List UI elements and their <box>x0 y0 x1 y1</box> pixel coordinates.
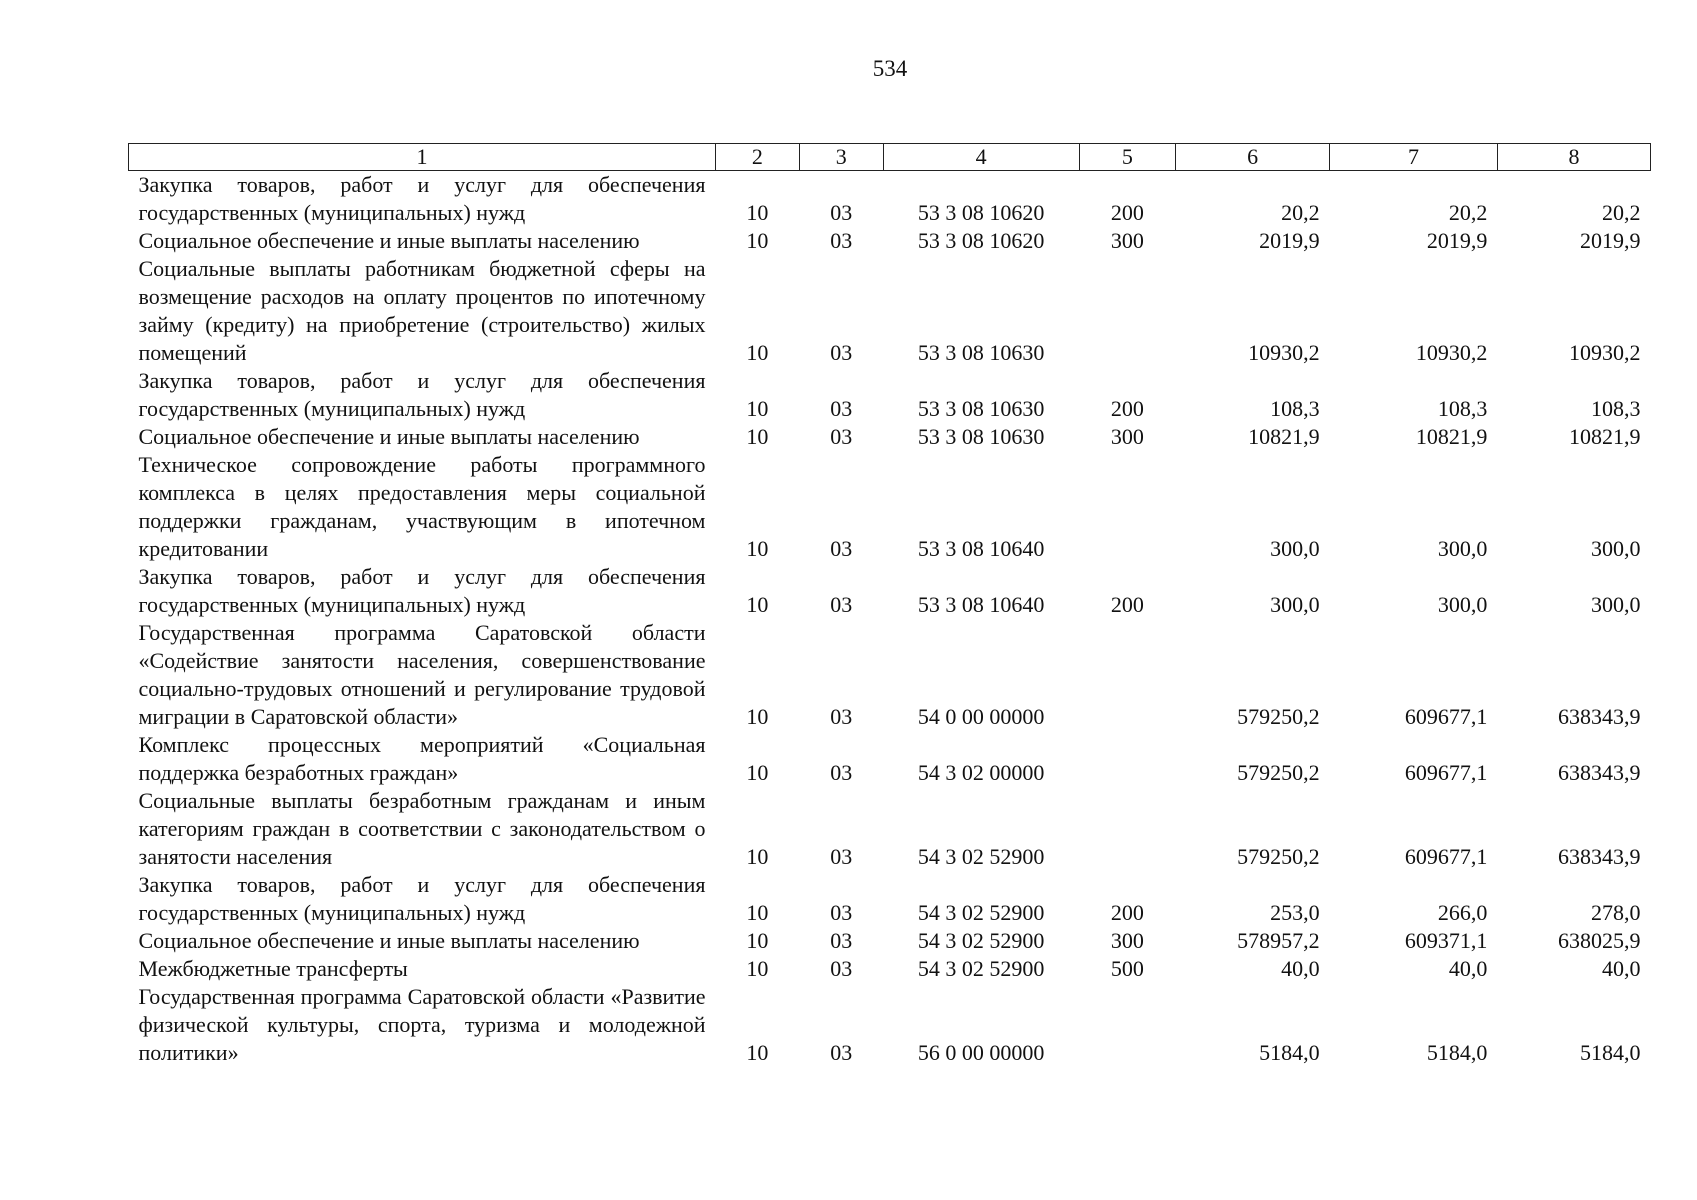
table-row <box>129 255 1651 367</box>
subsection-cell: 03 <box>830 396 853 421</box>
table-row <box>129 927 1651 955</box>
section-cell: 10 <box>746 956 769 981</box>
subsection-cell: 03 <box>830 928 853 953</box>
expense-type-cell <box>1079 731 1175 787</box>
amount-col7-cell: 266,0 <box>1437 900 1488 925</box>
amount-col7-cell: 609677,1 <box>1404 704 1488 729</box>
section-cell: 10 <box>746 340 769 365</box>
target-article-cell: 54 3 02 52900 <box>917 956 1045 981</box>
expense-type-cell: 200 <box>1110 396 1144 421</box>
target-article-cell: 56 0 00 00000 <box>917 1040 1045 1065</box>
item-name-cell: Межбюджетные трансферты <box>138 956 408 981</box>
table-row <box>129 955 1651 983</box>
item-name-cell: Социальные выплаты безработным гражданам и иным категориям граждан в соответствии с законодательством о занятости населения <box>138 788 706 869</box>
section-cell: 10 <box>746 760 769 785</box>
section-cell: 10 <box>746 396 769 421</box>
amount-col6-cell: 253,0 <box>1270 900 1320 925</box>
target-article-cell: 53 3 08 10640 <box>917 592 1045 617</box>
amount-col8-cell: 40,0 <box>1602 956 1641 981</box>
amount-col6-cell: 10930,2 <box>1248 340 1320 365</box>
amount-col8-cell: 5184,0 <box>1580 1040 1641 1065</box>
amount-col8-cell: 300,0 <box>1591 592 1641 617</box>
subsection-cell: 03 <box>830 200 853 225</box>
subsection-cell: 03 <box>830 844 853 869</box>
amount-col7-cell: 609677,1 <box>1404 844 1488 869</box>
amount-col8-cell: 638343,9 <box>1558 704 1641 729</box>
column-header-2: 2 <box>715 144 799 171</box>
page-number: 534 <box>872 56 908 81</box>
amount-col7-cell: 40,0 <box>1448 956 1488 981</box>
amount-col8-cell: 278,0 <box>1591 900 1641 925</box>
item-name-cell: Государственная программа Саратовской области «Развитие физической культуры, спорта, туризма и молодежной политики» <box>138 984 706 1065</box>
subsection-cell: 03 <box>830 424 853 449</box>
amount-col8-cell: 20,2 <box>1602 200 1641 225</box>
amount-col7-cell: 300,0 <box>1437 592 1488 617</box>
item-name-cell: Социальное обеспечение и иные выплаты населению <box>138 424 640 449</box>
section-cell: 10 <box>746 228 769 253</box>
amount-col6-cell: 108,3 <box>1270 396 1320 421</box>
amount-col7-cell: 609677,1 <box>1404 760 1488 785</box>
column-header-8: 8 <box>1497 144 1650 171</box>
target-article-cell: 53 3 08 10630 <box>917 340 1045 365</box>
amount-col6-cell: 5184,0 <box>1259 1040 1320 1065</box>
subsection-cell: 03 <box>830 704 853 729</box>
column-header-7: 7 <box>1330 144 1498 171</box>
section-cell: 10 <box>746 900 769 925</box>
expense-type-cell: 200 <box>1110 900 1144 925</box>
section-cell: 10 <box>746 928 769 953</box>
subsection-cell: 03 <box>830 760 853 785</box>
expense-type-cell: 300 <box>1110 928 1144 953</box>
expense-type-cell: 300 <box>1110 228 1144 253</box>
amount-col8-cell: 108,3 <box>1591 396 1641 421</box>
amount-col8-cell: 638025,9 <box>1558 928 1641 953</box>
amount-col8-cell: 10821,9 <box>1569 424 1641 449</box>
item-name-cell: Закупка товаров, работ и услуг для обеспечения государственных (муниципальных) нужд <box>138 368 706 421</box>
amount-col7-cell: 2019,9 <box>1426 228 1488 253</box>
table-row <box>129 787 1651 871</box>
amount-col6-cell: 40,0 <box>1281 956 1320 981</box>
amount-col6-cell: 579250,2 <box>1237 844 1320 869</box>
amount-col6-cell: 20,2 <box>1281 200 1320 225</box>
column-header-3: 3 <box>799 144 883 171</box>
target-article-cell: 53 3 08 10620 <box>917 228 1045 253</box>
expense-type-cell <box>1079 983 1175 1067</box>
amount-col7-cell: 10821,9 <box>1415 424 1488 449</box>
column-header-4: 4 <box>883 144 1079 171</box>
subsection-cell: 03 <box>830 592 853 617</box>
expense-type-cell: 200 <box>1110 592 1144 617</box>
target-article-cell: 53 3 08 10630 <box>917 424 1045 449</box>
amount-col7-cell: 300,0 <box>1437 536 1488 561</box>
table-row <box>129 871 1651 927</box>
target-article-cell: 54 3 02 00000 <box>917 760 1045 785</box>
item-name-cell: Социальные выплаты работникам бюджетной сферы на возмещение расходов на оплату процентов по ипотечному займу (кредиту) на приобретение (строительство) жилых помещений <box>138 256 706 365</box>
table-row <box>129 367 1651 423</box>
subsection-cell: 03 <box>830 1040 853 1065</box>
item-name-cell: Закупка товаров, работ и услуг для обеспечения государственных (муниципальных) нужд <box>138 172 706 225</box>
amount-col6-cell: 10821,9 <box>1248 424 1320 449</box>
expense-type-cell <box>1079 787 1175 871</box>
amount-col8-cell: 638343,9 <box>1558 844 1641 869</box>
subsection-cell: 03 <box>830 900 853 925</box>
subsection-cell: 03 <box>830 536 853 561</box>
amount-col7-cell: 5184,0 <box>1426 1040 1488 1065</box>
expense-type-cell <box>1079 451 1175 563</box>
amount-col8-cell: 638343,9 <box>1558 760 1641 785</box>
expense-type-cell <box>1079 619 1175 731</box>
item-name-cell: Закупка товаров, работ и услуг для обеспечения государственных (муниципальных) нужд <box>138 564 706 617</box>
column-header-6: 6 <box>1176 144 1330 171</box>
expense-type-cell: 500 <box>1110 956 1144 981</box>
amount-col6-cell: 578957,2 <box>1237 928 1320 953</box>
target-article-cell: 54 3 02 52900 <box>917 928 1045 953</box>
table-row <box>129 731 1651 787</box>
subsection-cell: 03 <box>830 340 853 365</box>
table-row <box>129 171 1651 228</box>
amount-col6-cell: 579250,2 <box>1237 760 1320 785</box>
expense-type-cell: 300 <box>1110 424 1144 449</box>
section-cell: 10 <box>746 1040 769 1065</box>
column-header-1: 1 <box>129 144 716 171</box>
amount-col7-cell: 108,3 <box>1437 396 1488 421</box>
amount-col6-cell: 300,0 <box>1270 536 1320 561</box>
table-row <box>129 619 1651 731</box>
table-row <box>129 423 1651 451</box>
table-body <box>129 171 1651 1068</box>
amount-col6-cell: 579250,2 <box>1237 704 1320 729</box>
section-cell: 10 <box>746 536 769 561</box>
amount-col6-cell: 2019,9 <box>1259 228 1320 253</box>
section-cell: 10 <box>746 844 769 869</box>
section-cell: 10 <box>746 592 769 617</box>
target-article-cell: 53 3 08 10630 <box>917 396 1045 421</box>
item-name-cell: Техническое сопровождение работы программного комплекса в целях предоставления меры социальной поддержки гражданам, участвующим в ипотечном кредитовании <box>138 452 706 561</box>
subsection-cell: 03 <box>830 956 853 981</box>
expense-type-cell <box>1079 255 1175 367</box>
amount-col8-cell: 10930,2 <box>1569 340 1641 365</box>
section-cell: 10 <box>746 424 769 449</box>
header-row <box>129 144 1651 171</box>
amount-col8-cell: 2019,9 <box>1580 228 1641 253</box>
section-cell: 10 <box>746 704 769 729</box>
table-row <box>129 983 1651 1067</box>
target-article-cell: 54 3 02 52900 <box>917 900 1045 925</box>
amount-col7-cell: 609371,1 <box>1404 928 1488 953</box>
item-name-cell: Социальное обеспечение и иные выплаты населению <box>138 228 640 253</box>
target-article-cell: 53 3 08 10620 <box>917 200 1045 225</box>
table-row <box>129 563 1651 619</box>
subsection-cell: 03 <box>830 228 853 253</box>
column-header-5: 5 <box>1079 144 1175 171</box>
amount-col7-cell: 10930,2 <box>1415 340 1488 365</box>
table-row <box>129 227 1651 255</box>
budget-table <box>128 143 1651 1067</box>
target-article-cell: 54 0 00 00000 <box>917 704 1045 729</box>
amount-col6-cell: 300,0 <box>1270 592 1320 617</box>
amount-col7-cell: 20,2 <box>1448 200 1488 225</box>
item-name-cell: Комплекс процессных мероприятий «Социальная поддержка безработных граждан» <box>138 732 706 785</box>
item-name-cell: Государственная программа Саратовской области «Содействие занятости населения, совершенствование социально-трудовых отношений и регулирование трудовой миграции в Саратовской области» <box>138 620 706 729</box>
expense-type-cell: 200 <box>1110 200 1144 225</box>
table-row <box>129 451 1651 563</box>
amount-col8-cell: 300,0 <box>1591 536 1641 561</box>
section-cell: 10 <box>746 200 769 225</box>
item-name-cell: Социальное обеспечение и иные выплаты населению <box>138 928 640 953</box>
target-article-cell: 54 3 02 52900 <box>917 844 1045 869</box>
item-name-cell: Закупка товаров, работ и услуг для обеспечения государственных (муниципальных) нужд <box>138 872 706 925</box>
target-article-cell: 53 3 08 10640 <box>917 536 1045 561</box>
